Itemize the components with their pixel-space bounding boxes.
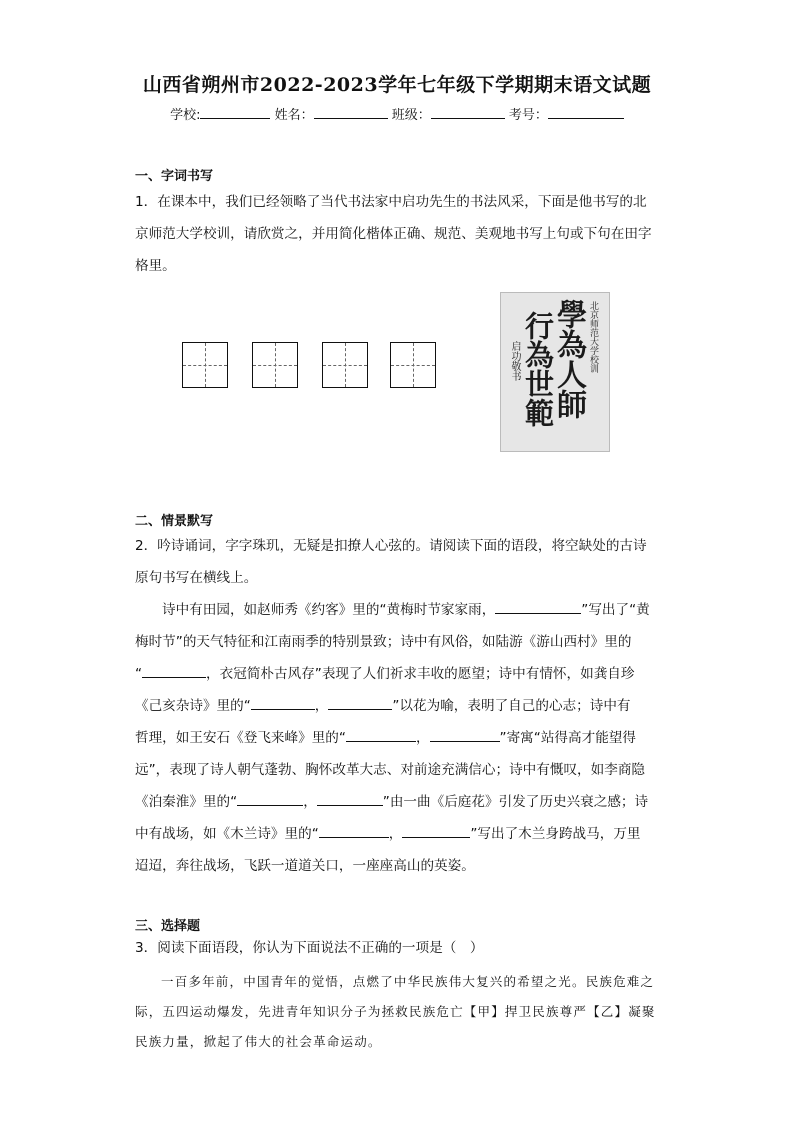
- question-1-line: 1．在课本中，我们已经领略了当代书法家中启功先生的书法风采，下面是他书写的北: [135, 194, 647, 210]
- answer-blank[interactable]: [319, 822, 389, 838]
- text-segment: ，: [314, 698, 329, 714]
- student-info-line: [0, 104, 794, 123]
- answer-blank[interactable]: [142, 662, 206, 678]
- name-label: 姓名：: [274, 108, 314, 123]
- class-label: 班级：: [391, 108, 431, 123]
- passage-line: [135, 690, 695, 722]
- calligraphy-column-1: 學為人師: [551, 299, 586, 419]
- passage-line: 迢迢，奔往战场，飞跃一道道关口，一座座高山的英姿。: [135, 858, 475, 874]
- calligraphy-signature: 启功敬书: [509, 341, 520, 381]
- text-segment: ”以花为喻，表明了自己的心志；诗中有: [392, 698, 631, 714]
- reading-passage: [135, 967, 695, 1057]
- page-title: 山西省朔州市2022-2023学年七年级下学期期末语文试题: [142, 74, 652, 96]
- text-segment: ”寄寓“站得高才能望得: [499, 730, 636, 746]
- text-segment: ，: [388, 826, 403, 842]
- text-segment: ，: [303, 794, 317, 810]
- text-segment: 哲理，如王安石《登飞来峰》里的“: [135, 730, 346, 746]
- passage-line: 民族力量，掀起了伟大的社会革命运动。: [135, 1034, 382, 1049]
- text-segment: 《己亥杂诗》里的“: [135, 698, 251, 714]
- passage-line: 远”，表现了诗人朝气蓬勃、胸怀改革大志、对前途充满信心；诗中有慨叹，如李商隐: [135, 762, 646, 778]
- passage-line: 际，五四运动爆发，先进青年知识分子为拯救民族危亡【甲】捍卫民族尊严【乙】凝聚: [135, 1004, 656, 1019]
- question-2: [135, 530, 695, 882]
- name-blank[interactable]: [314, 104, 388, 119]
- section-heading-3: 三、选择题: [135, 919, 201, 934]
- question-2-line: 2．吟诗诵词，字字珠玑，无疑是扣撩人心弦的。请阅读下面的语段，将空缺处的古诗: [135, 538, 647, 554]
- passage-line: [135, 594, 695, 626]
- answer-blank[interactable]: [317, 790, 383, 806]
- passage-line: 一百多年前，中国青年的觉悟，点燃了中华民族伟大复兴的希望之光。民族危难之: [161, 974, 655, 989]
- answer-blank[interactable]: [430, 726, 500, 742]
- passage-line: [135, 818, 695, 850]
- text-segment: 中有战场，如《木兰诗》里的“: [135, 826, 319, 842]
- passage-line: [135, 722, 695, 754]
- question-1-line: 京师范大学校训，请欣赏之，并用简化楷体正确、规范、美观地书写上句或下句在田字: [135, 226, 652, 242]
- question-3: 3．阅读下面语段，你认为下面说法不正确的一项是（ ）: [135, 940, 484, 956]
- exam-no-label: 考号：: [508, 108, 548, 123]
- passage-line: 梅时节”的天气特征和江南雨季的特别景致；诗中有风俗，如陆游《游山西村》里的: [135, 634, 632, 650]
- text-segment: ”写出了“黄: [581, 602, 650, 618]
- calligraphy-side-text: 北京师范大学校训: [588, 301, 598, 373]
- text-segment: ”写出了木兰身跨战马，万里: [470, 826, 641, 842]
- passage-line: [135, 658, 695, 690]
- tianzige-box-2[interactable]: [252, 342, 298, 388]
- text-segment: “: [135, 666, 143, 682]
- answer-blank[interactable]: [237, 790, 303, 806]
- section-heading-1: 一、字词书写: [135, 169, 214, 184]
- answer-blank[interactable]: [328, 694, 392, 710]
- tianzige-box-3[interactable]: [322, 342, 368, 388]
- school-blank[interactable]: [200, 104, 270, 119]
- tianzige-box-1[interactable]: [182, 342, 228, 388]
- calligraphy-column-2: 行為世範: [521, 311, 555, 427]
- text-segment: ”由一曲《后庭花》引发了历史兴衰之感；诗: [382, 794, 649, 810]
- passage-line: [135, 786, 695, 818]
- text-segment: ，衣冠简朴古风存”表现了人们祈求丰收的愿望；诗中有情怀，如龚自珍: [206, 666, 635, 682]
- answer-blank[interactable]: [495, 598, 581, 614]
- school-label: 学校:: [170, 108, 201, 123]
- exam-no-blank[interactable]: [548, 104, 624, 119]
- tianzige-box-4[interactable]: [390, 342, 436, 388]
- text-segment: ，: [415, 730, 430, 746]
- question-1-line: 格里。: [135, 258, 176, 274]
- calligraphy-image: [500, 292, 610, 452]
- text-segment: 《泊秦淮》里的“: [135, 794, 238, 810]
- class-blank[interactable]: [431, 104, 505, 119]
- question-1: [135, 186, 695, 282]
- answer-blank[interactable]: [251, 694, 315, 710]
- section-heading-2: 二、情景默写: [135, 514, 214, 529]
- answer-blank[interactable]: [346, 726, 416, 742]
- question-2-line: 原句书写在横线上。: [135, 570, 258, 586]
- answer-blank[interactable]: [402, 822, 470, 838]
- text-segment: 诗中有田园，如赵师秀《约客》里的“黄梅时节家家雨，: [162, 602, 496, 618]
